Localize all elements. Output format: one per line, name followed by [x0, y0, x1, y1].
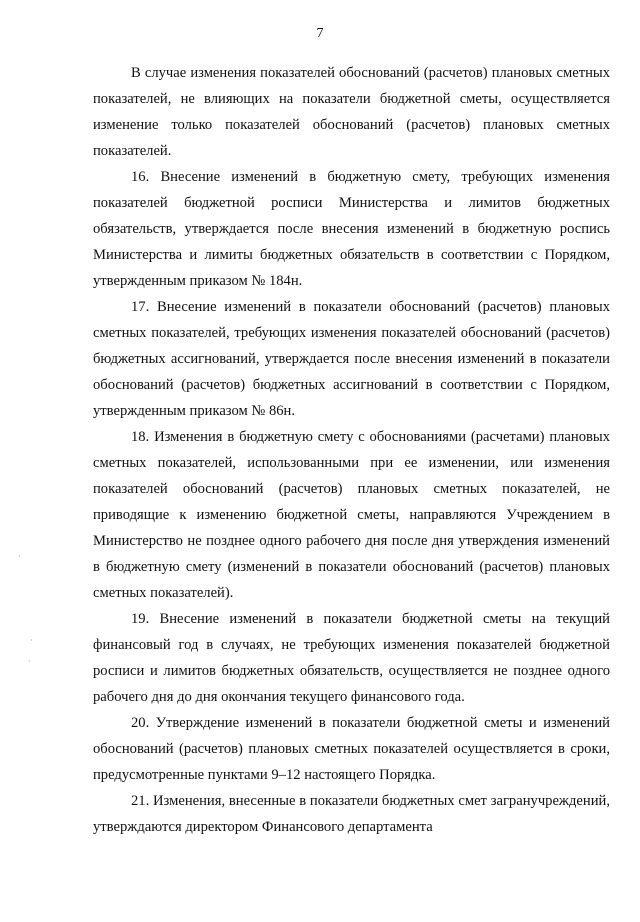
paragraph-16: 16. Внесение изменений в бюджетную смету, требующих изменения показателей бюджетной росписи Министерства и лимитов бюджетных обязательств, утверждается после внесения изменений в бюджетную роспись Министерства и лимиты бюджетных обязательств в соответствии с Порядком, утвержденным приказом № 184н. [93, 169, 610, 289]
paragraph-19: 19. Внесение изменений в показатели бюджетной сметы на текущий финансовый год в случаях, не требующих изменения показателей бюджетной росписи и лимитов бюджетных обязательств, осуществляется не позднее одного рабочего дня до дня окончания текущего финансового года. [93, 611, 610, 705]
paragraph-estimate-change-note: В случае изменения показателей обоснований (расчетов) плановых сметных показателей, не влияющих на показатели бюджетной сметы, осуществляется изменение только показателей обоснований (расчетов) плановых сметных показателей. [93, 65, 610, 159]
paragraph-18: 18. Изменения в бюджетную смету с обоснованиями (расчетами) плановых сметных показателей, использованными при ее изменении, или изменения показателей обоснований (расчетов) плановых сметных показателей, не приводящие к изменению бюджетной сметы, направляются Учреждением в Министерство не позднее одного рабочего дня после дня утверждения изменений в бюджетную смету (изменений в показатели обоснований (расчетов) плановых сметных показателей). [93, 429, 610, 601]
paragraph-17: 17. Внесение изменений в показатели обоснований (расчетов) плановых сметных показателей, требующих изменения показателей обоснований (расчетов) бюджетных ассигнований, утверждается после внесения изменений в показатели обоснований (расчетов) бюджетных ассигнований в соответствии с Порядком, утвержденным приказом № 86н. [93, 299, 610, 419]
scan-speck: · [28, 657, 31, 666]
document-body [93, 60, 610, 840]
scan-speck: · [18, 552, 21, 561]
paragraph-21: 21. Изменения, внесенные в показатели бюджетных смет загранучреждений, утверждаются директором Финансового департамента [93, 793, 610, 835]
paragraph-20: 20. Утверждение изменений в показатели бюджетной сметы и изменений обоснований (расчетов) плановых сметных показателей осуществляется в сроки, предусмотренные пунктами 9–12 настоящего Порядка. [93, 715, 610, 783]
page-number: 7 [316, 26, 324, 41]
scan-speck: · [30, 636, 33, 645]
